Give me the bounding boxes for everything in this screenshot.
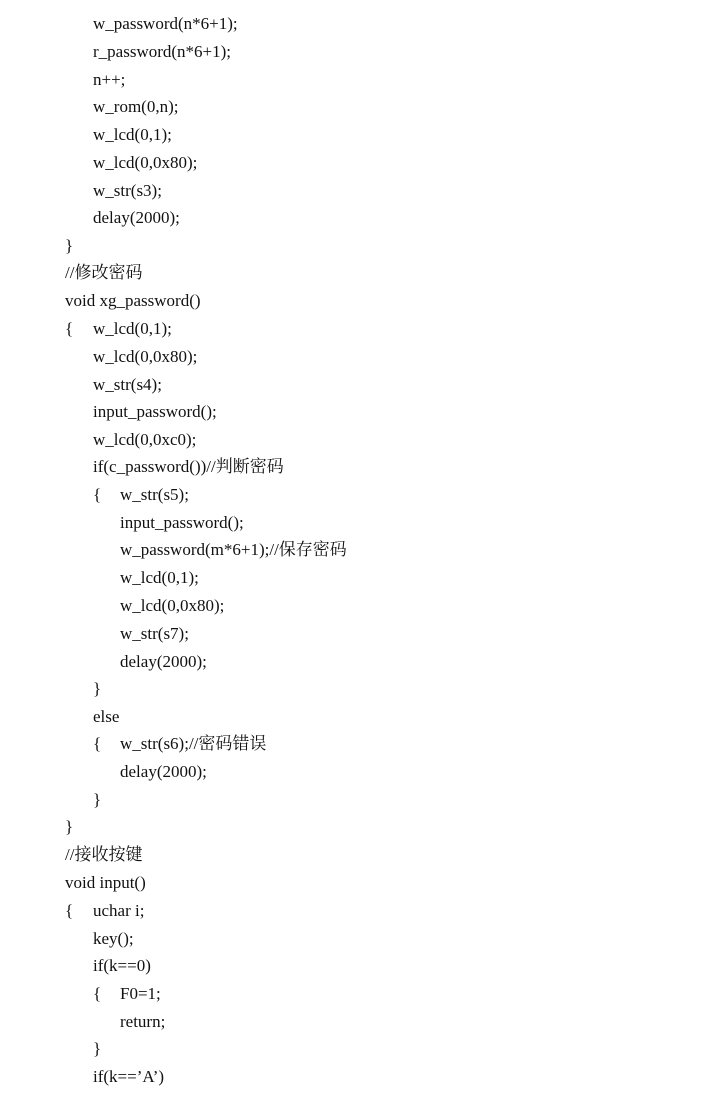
function-signature-line: void input() [65, 873, 146, 892]
code-line: w_lcd(0,1); [120, 568, 199, 587]
code-line: { [93, 734, 102, 753]
code-line: w_lcd(0,0x80); [120, 596, 225, 615]
code-line: key(); [93, 929, 134, 948]
code-line: w_lcd(0,1); [93, 319, 172, 338]
code-line: w_lcd(0,1); [93, 125, 172, 144]
code-line: w_str(s3); [93, 181, 162, 200]
code-line: uchar i; [93, 901, 145, 920]
code-line: if(c_password())//判断密码 [93, 457, 284, 476]
code-line: w_str(s6);//密码错误 [120, 734, 267, 753]
code-line: { [93, 485, 102, 504]
code-line: } [65, 236, 74, 255]
code-line: delay(2000); [120, 762, 207, 781]
code-line: w_lcd(0,0x80); [93, 347, 198, 366]
code-line: { [65, 901, 74, 920]
code-line: } [93, 1039, 102, 1058]
code-line: w_password(n*6+1); [93, 14, 238, 33]
code-line: delay(2000); [93, 208, 180, 227]
code-line: else [93, 707, 120, 726]
code-line: } [65, 817, 74, 836]
code-line: w_lcd(0,0x80); [93, 153, 198, 172]
code-line: r_password(n*6+1); [93, 42, 232, 61]
code-line: { [93, 984, 102, 1003]
code-line: input_password(); [120, 513, 244, 532]
code-line: } [93, 679, 102, 698]
code-line: w_rom(0,n); [93, 97, 179, 116]
code-comment-line: //接收按键 [65, 845, 143, 864]
code-line: { [65, 319, 74, 338]
code-line: return; [120, 1012, 166, 1031]
code-line: } [93, 790, 102, 809]
code-line: if(k==’A’) [93, 1067, 165, 1086]
code-line: if(k==0) [93, 956, 151, 975]
code-line: w_str(s7); [120, 624, 189, 643]
code-line: w_lcd(0,0xc0); [93, 430, 197, 449]
code-line: w_str(s4); [93, 375, 162, 394]
code-line: F0=1; [120, 984, 161, 1003]
code-comment-line: //修改密码 [65, 263, 143, 282]
code-line: w_str(s5); [120, 485, 189, 504]
code-line: input_password(); [93, 402, 217, 421]
code-line: delay(2000); [120, 652, 207, 671]
function-signature-line: void xg_password() [65, 291, 201, 310]
code-line: w_password(m*6+1);//保存密码 [120, 540, 347, 559]
code-line: n++; [93, 70, 126, 89]
